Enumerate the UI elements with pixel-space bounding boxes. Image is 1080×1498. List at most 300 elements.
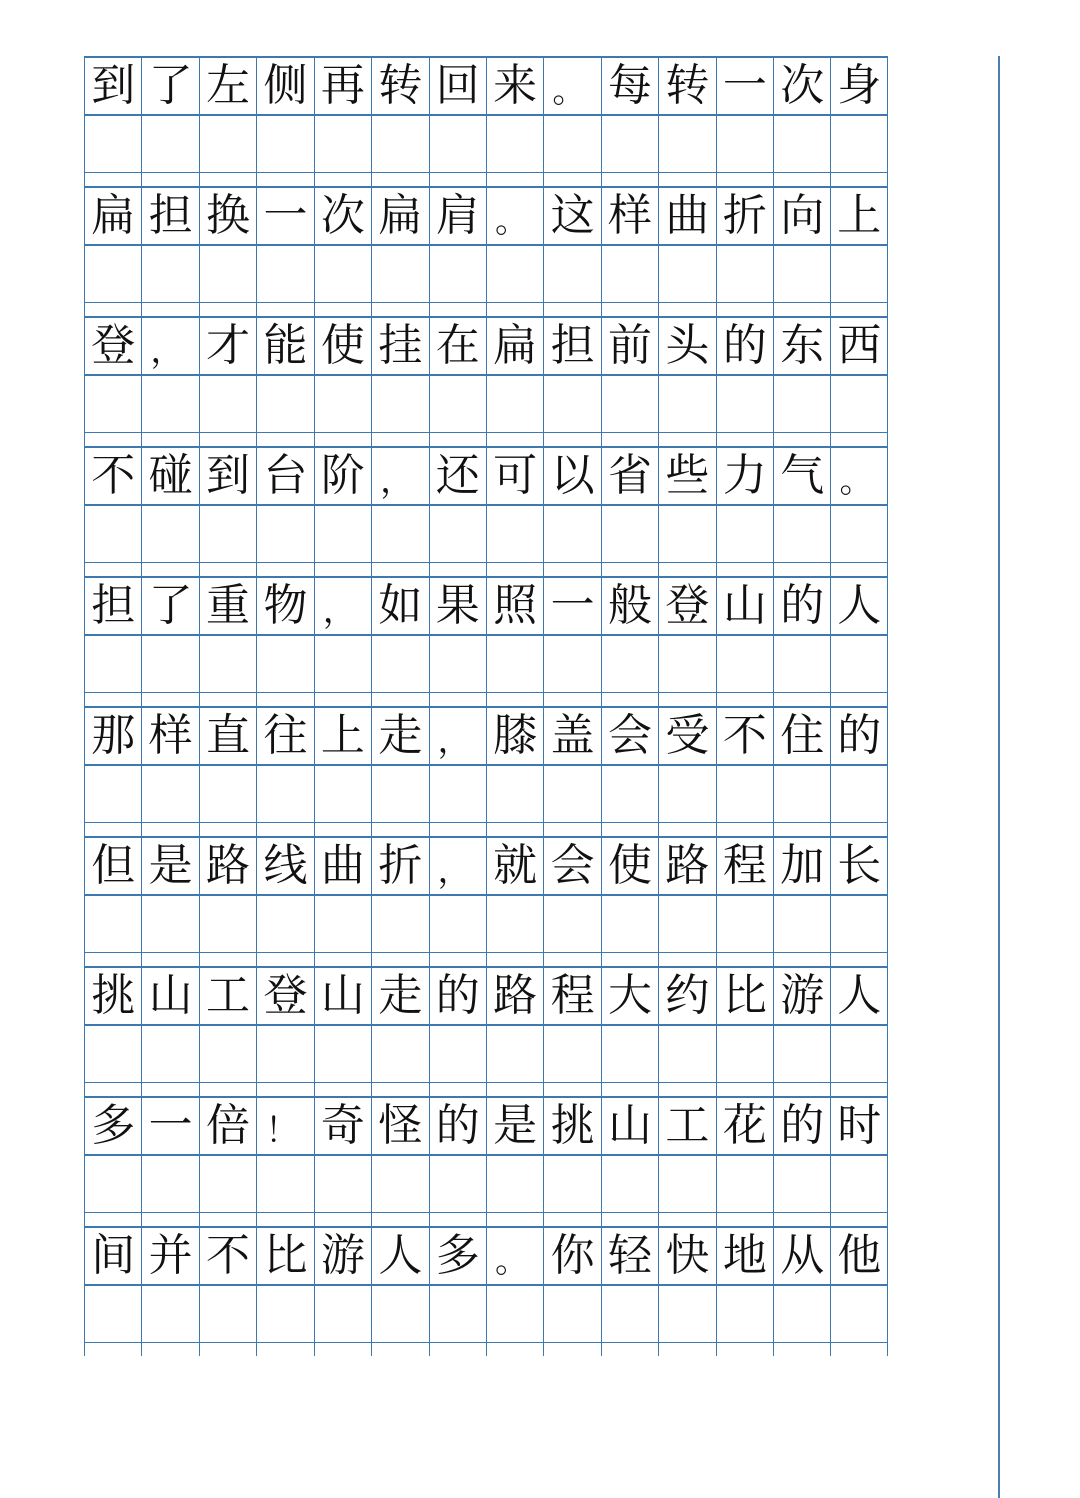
empty-cell <box>830 766 887 822</box>
gap-cell <box>830 303 887 316</box>
empty-cell <box>371 246 428 302</box>
character-cell: 。 <box>830 448 887 504</box>
character-cell: 不 <box>199 1228 256 1284</box>
row-gap <box>84 952 888 966</box>
gap-cell <box>199 433 256 446</box>
character-cell: 使 <box>314 318 371 374</box>
text-row <box>84 186 888 244</box>
gap-cell <box>773 823 830 836</box>
empty-cell <box>314 766 371 822</box>
gap-cell <box>830 1083 887 1096</box>
gap-cell <box>84 173 141 186</box>
character-cell: 这 <box>543 188 600 244</box>
character-cell: 登 <box>658 578 715 634</box>
empty-cell <box>543 766 600 822</box>
character-cell: 些 <box>658 448 715 504</box>
character-cell: 时 <box>830 1098 887 1154</box>
character-cell: 到 <box>199 448 256 504</box>
empty-cell <box>830 1286 887 1342</box>
gap-cell <box>658 1213 715 1226</box>
character-cell: 以 <box>543 448 600 504</box>
gap-cell <box>543 1213 600 1226</box>
gap-cell <box>429 953 486 966</box>
gap-cell <box>716 563 773 576</box>
gap-cell <box>84 1343 141 1356</box>
gap-cell <box>84 303 141 316</box>
gap-cell <box>371 1343 428 1356</box>
gap-cell <box>773 953 830 966</box>
gap-cell <box>773 433 830 446</box>
text-row <box>84 56 888 114</box>
gap-cell <box>371 303 428 316</box>
text-row <box>84 316 888 374</box>
empty-cell <box>543 506 600 562</box>
text-row <box>84 706 888 764</box>
empty-cell <box>601 766 658 822</box>
practice-row <box>84 764 888 822</box>
character-cell: 快 <box>658 1228 715 1284</box>
practice-row <box>84 1154 888 1212</box>
character-cell: 碰 <box>141 448 198 504</box>
character-cell: 般 <box>601 578 658 634</box>
character-cell: 就 <box>486 838 543 894</box>
empty-cell <box>256 116 313 172</box>
character-cell: 向 <box>773 188 830 244</box>
gap-cell <box>314 823 371 836</box>
gap-cell <box>84 953 141 966</box>
character-cell: 还 <box>429 448 486 504</box>
empty-cell <box>314 1156 371 1212</box>
row-gap <box>84 172 888 186</box>
gap-cell <box>199 693 256 706</box>
empty-cell <box>486 766 543 822</box>
gap-cell <box>141 823 198 836</box>
gap-cell <box>429 433 486 446</box>
gap-cell <box>486 953 543 966</box>
gap-cell <box>256 1213 313 1226</box>
practice-row <box>84 374 888 432</box>
gap-cell <box>658 433 715 446</box>
empty-cell <box>84 116 141 172</box>
gap-cell <box>716 303 773 316</box>
gap-cell <box>830 953 887 966</box>
empty-cell <box>141 376 198 432</box>
gap-cell <box>830 433 887 446</box>
gap-cell <box>830 173 887 186</box>
character-cell: 倍 <box>199 1098 256 1154</box>
character-cell: 如 <box>371 578 428 634</box>
gap-cell <box>84 1083 141 1096</box>
empty-cell <box>256 766 313 822</box>
character-cell: 走 <box>371 968 428 1024</box>
character-cell: 从 <box>773 1228 830 1284</box>
gap-cell <box>199 173 256 186</box>
character-cell: 轻 <box>601 1228 658 1284</box>
gap-cell <box>429 303 486 316</box>
character-cell: 。 <box>486 1228 543 1284</box>
character-cell: 多 <box>84 1098 141 1154</box>
character-cell: 头 <box>658 318 715 374</box>
gap-cell <box>371 173 428 186</box>
gap-cell <box>486 563 543 576</box>
gap-cell <box>314 563 371 576</box>
character-cell: ， <box>314 578 371 634</box>
character-cell: 间 <box>84 1228 141 1284</box>
character-cell: 是 <box>486 1098 543 1154</box>
row-gap <box>84 432 888 446</box>
empty-cell <box>830 376 887 432</box>
empty-cell <box>486 896 543 952</box>
empty-cell <box>658 636 715 692</box>
character-cell: 到 <box>84 58 141 114</box>
practice-row <box>84 244 888 302</box>
empty-cell <box>486 1026 543 1082</box>
gap-cell <box>773 1083 830 1096</box>
empty-cell <box>486 1156 543 1212</box>
row-gap <box>84 562 888 576</box>
character-cell: 担 <box>141 188 198 244</box>
practice-row <box>84 1284 888 1342</box>
character-cell: 力 <box>716 448 773 504</box>
gap-cell <box>371 1083 428 1096</box>
empty-cell <box>84 1156 141 1212</box>
character-cell: ， <box>429 708 486 764</box>
character-cell: 登 <box>256 968 313 1024</box>
empty-cell <box>84 1286 141 1342</box>
gap-cell <box>830 1343 887 1356</box>
empty-cell <box>199 506 256 562</box>
character-cell: 折 <box>371 838 428 894</box>
empty-cell <box>658 1286 715 1342</box>
gap-cell <box>429 1083 486 1096</box>
empty-cell <box>429 1286 486 1342</box>
gap-cell <box>543 303 600 316</box>
character-cell: 大 <box>601 968 658 1024</box>
empty-cell <box>830 896 887 952</box>
empty-cell <box>371 376 428 432</box>
character-cell: 照 <box>486 578 543 634</box>
gap-cell <box>543 433 600 446</box>
empty-cell <box>314 636 371 692</box>
text-row <box>84 966 888 1024</box>
character-cell: 身 <box>830 58 887 114</box>
character-cell: 折 <box>716 188 773 244</box>
character-cell: 扁 <box>486 318 543 374</box>
gap-cell <box>543 563 600 576</box>
empty-cell <box>256 376 313 432</box>
character-cell: 台 <box>256 448 313 504</box>
empty-cell <box>716 246 773 302</box>
character-cell: 曲 <box>658 188 715 244</box>
empty-cell <box>773 766 830 822</box>
character-cell: 那 <box>84 708 141 764</box>
character-cell: 走 <box>371 708 428 764</box>
character-cell: 会 <box>601 708 658 764</box>
empty-cell <box>773 1286 830 1342</box>
empty-cell <box>543 1026 600 1082</box>
empty-cell <box>141 896 198 952</box>
text-row <box>84 576 888 634</box>
gap-cell <box>199 1343 256 1356</box>
gap-cell <box>199 1083 256 1096</box>
gap-cell <box>256 563 313 576</box>
gap-cell <box>601 433 658 446</box>
character-cell: 担 <box>84 578 141 634</box>
gap-cell <box>314 693 371 706</box>
empty-cell <box>601 376 658 432</box>
empty-cell <box>429 1026 486 1082</box>
character-cell: 他 <box>830 1228 887 1284</box>
empty-cell <box>141 1286 198 1342</box>
gap-cell <box>314 433 371 446</box>
character-cell: 。 <box>543 58 600 114</box>
gap-cell <box>601 953 658 966</box>
character-cell: 怪 <box>371 1098 428 1154</box>
empty-cell <box>199 896 256 952</box>
character-cell: 的 <box>429 968 486 1024</box>
empty-cell <box>314 506 371 562</box>
empty-cell <box>371 1026 428 1082</box>
character-cell: 西 <box>830 318 887 374</box>
character-cell: 多 <box>429 1228 486 1284</box>
character-cell: 换 <box>199 188 256 244</box>
gap-cell <box>314 303 371 316</box>
character-cell: 使 <box>601 838 658 894</box>
gap-cell <box>716 1083 773 1096</box>
character-cell: 受 <box>658 708 715 764</box>
empty-cell <box>141 246 198 302</box>
empty-cell <box>773 506 830 562</box>
gap-cell <box>141 953 198 966</box>
empty-cell <box>199 766 256 822</box>
character-cell: 工 <box>199 968 256 1024</box>
empty-cell <box>371 116 428 172</box>
empty-cell <box>314 246 371 302</box>
gap-cell <box>716 433 773 446</box>
empty-cell <box>830 506 887 562</box>
empty-cell <box>314 1286 371 1342</box>
character-cell: 东 <box>773 318 830 374</box>
empty-cell <box>84 896 141 952</box>
character-cell: 的 <box>773 578 830 634</box>
empty-cell <box>601 1286 658 1342</box>
character-cell: 。 <box>486 188 543 244</box>
gap-cell <box>141 1213 198 1226</box>
character-cell: 左 <box>199 58 256 114</box>
character-cell: 比 <box>256 1228 313 1284</box>
empty-cell <box>141 636 198 692</box>
character-cell: 线 <box>256 838 313 894</box>
empty-cell <box>601 896 658 952</box>
character-cell: 才 <box>199 318 256 374</box>
character-cell: 的 <box>429 1098 486 1154</box>
gap-cell <box>543 953 600 966</box>
gap-cell <box>830 693 887 706</box>
gap-cell <box>256 953 313 966</box>
empty-cell <box>141 1156 198 1212</box>
row-gap <box>84 1342 888 1356</box>
empty-cell <box>429 636 486 692</box>
empty-cell <box>543 1156 600 1212</box>
empty-cell <box>543 636 600 692</box>
gap-cell <box>199 953 256 966</box>
character-cell: 省 <box>601 448 658 504</box>
character-cell: ， <box>141 318 198 374</box>
character-cell: 扁 <box>371 188 428 244</box>
character-cell: 挑 <box>543 1098 600 1154</box>
gap-cell <box>486 1343 543 1356</box>
gap-cell <box>543 823 600 836</box>
empty-cell <box>141 116 198 172</box>
gap-cell <box>314 1083 371 1096</box>
empty-cell <box>371 506 428 562</box>
character-cell: ！ <box>256 1098 313 1154</box>
gap-cell <box>601 1343 658 1356</box>
empty-cell <box>830 246 887 302</box>
gap-cell <box>486 823 543 836</box>
empty-cell <box>371 636 428 692</box>
gap-cell <box>199 1213 256 1226</box>
character-cell: 每 <box>601 58 658 114</box>
character-cell: 路 <box>486 968 543 1024</box>
empty-cell <box>256 1156 313 1212</box>
gap-cell <box>716 823 773 836</box>
empty-cell <box>84 506 141 562</box>
gap-cell <box>658 1083 715 1096</box>
gap-cell <box>658 693 715 706</box>
gap-cell <box>256 1083 313 1096</box>
empty-cell <box>371 1286 428 1342</box>
character-cell: 一 <box>141 1098 198 1154</box>
empty-cell <box>84 246 141 302</box>
empty-cell <box>486 116 543 172</box>
character-cell: 膝 <box>486 708 543 764</box>
empty-cell <box>716 636 773 692</box>
character-cell: 并 <box>141 1228 198 1284</box>
gap-cell <box>199 823 256 836</box>
character-cell: 住 <box>773 708 830 764</box>
gap-cell <box>601 1083 658 1096</box>
practice-row <box>84 504 888 562</box>
gap-cell <box>486 693 543 706</box>
gap-cell <box>371 563 428 576</box>
gap-cell <box>314 1213 371 1226</box>
gap-cell <box>141 1343 198 1356</box>
gap-cell <box>371 1213 428 1226</box>
gap-cell <box>716 1213 773 1226</box>
empty-cell <box>314 1026 371 1082</box>
practice-row <box>84 894 888 952</box>
empty-cell <box>830 1026 887 1082</box>
gap-cell <box>314 953 371 966</box>
gap-cell <box>543 173 600 186</box>
empty-cell <box>716 506 773 562</box>
character-cell: 人 <box>371 1228 428 1284</box>
gap-cell <box>141 173 198 186</box>
character-cell: 侧 <box>256 58 313 114</box>
character-cell: 地 <box>716 1228 773 1284</box>
row-gap <box>84 302 888 316</box>
character-cell: 路 <box>658 838 715 894</box>
practice-row <box>84 114 888 172</box>
character-cell: 了 <box>141 58 198 114</box>
character-cell: 肩 <box>429 188 486 244</box>
empty-cell <box>199 1026 256 1082</box>
gap-cell <box>84 693 141 706</box>
gap-cell <box>486 173 543 186</box>
character-cell: 果 <box>429 578 486 634</box>
character-cell: 不 <box>716 708 773 764</box>
empty-cell <box>773 116 830 172</box>
empty-cell <box>371 1156 428 1212</box>
empty-cell <box>543 376 600 432</box>
character-cell: 游 <box>773 968 830 1024</box>
empty-cell <box>84 1026 141 1082</box>
character-cell: 阶 <box>314 448 371 504</box>
empty-cell <box>658 1156 715 1212</box>
gap-cell <box>601 693 658 706</box>
empty-cell <box>658 116 715 172</box>
gap-cell <box>84 563 141 576</box>
character-cell: 不 <box>84 448 141 504</box>
character-cell: 样 <box>601 188 658 244</box>
empty-cell <box>429 376 486 432</box>
empty-cell <box>141 1026 198 1082</box>
text-row <box>84 1226 888 1284</box>
row-gap <box>84 1212 888 1226</box>
gap-cell <box>84 433 141 446</box>
gap-cell <box>830 563 887 576</box>
gap-cell <box>84 823 141 836</box>
empty-cell <box>658 506 715 562</box>
empty-cell <box>658 1026 715 1082</box>
empty-cell <box>199 116 256 172</box>
empty-cell <box>830 116 887 172</box>
character-cell: 山 <box>601 1098 658 1154</box>
gap-cell <box>773 693 830 706</box>
character-cell: 前 <box>601 318 658 374</box>
character-cell: 长 <box>830 838 887 894</box>
empty-cell <box>773 896 830 952</box>
empty-cell <box>199 1286 256 1342</box>
character-cell: 转 <box>371 58 428 114</box>
text-row <box>84 836 888 894</box>
character-cell: 物 <box>256 578 313 634</box>
empty-cell <box>429 506 486 562</box>
empty-cell <box>141 506 198 562</box>
empty-cell <box>543 116 600 172</box>
character-cell: 人 <box>830 968 887 1024</box>
empty-cell <box>84 636 141 692</box>
gap-cell <box>371 693 428 706</box>
empty-cell <box>773 246 830 302</box>
gap-cell <box>486 303 543 316</box>
row-gap <box>84 692 888 706</box>
character-cell: 次 <box>773 58 830 114</box>
gap-cell <box>658 563 715 576</box>
character-cell: 路 <box>199 838 256 894</box>
character-cell: 花 <box>716 1098 773 1154</box>
gap-cell <box>141 303 198 316</box>
empty-cell <box>429 766 486 822</box>
gap-cell <box>256 693 313 706</box>
character-cell: 的 <box>830 708 887 764</box>
gap-cell <box>256 823 313 836</box>
character-cell: ， <box>371 448 428 504</box>
empty-cell <box>429 1156 486 1212</box>
character-cell: 了 <box>141 578 198 634</box>
empty-cell <box>199 1156 256 1212</box>
